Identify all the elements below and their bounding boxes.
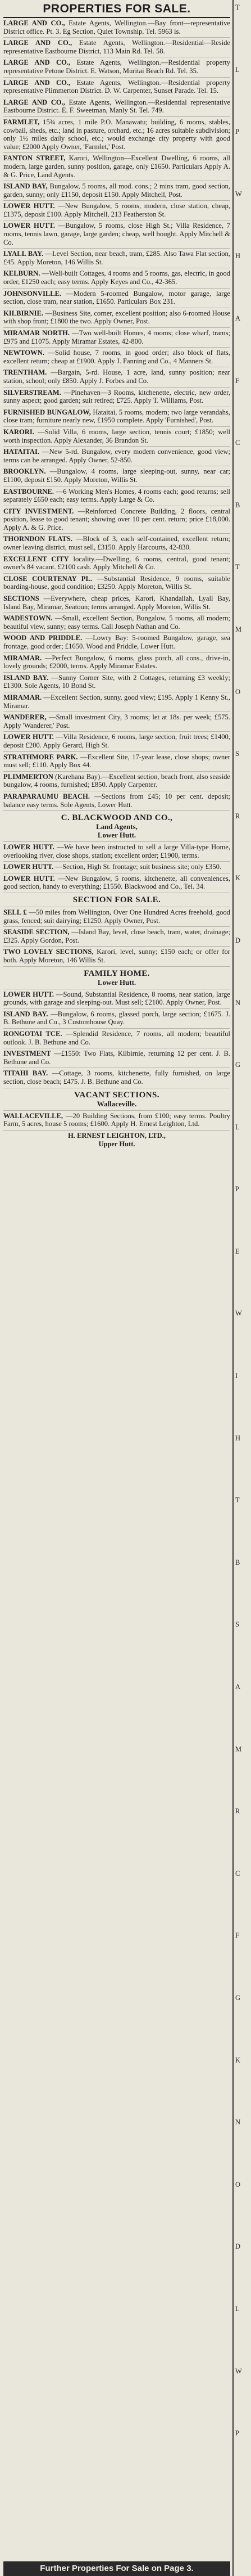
ad-lead: LARGE AND CO., (3, 19, 65, 27)
ad-lead: LARGE AND CO., (3, 98, 65, 106)
ad-lead: ISLAND BAY, (3, 182, 48, 191)
ad-lead: ISLAND BAY. (3, 1010, 48, 1018)
edge-fragment: M (235, 1745, 242, 1753)
ad-lead: MIRAMAR NORTH. (3, 329, 70, 337)
ad-lead: LOWER HUTT. (3, 874, 55, 882)
classified-ad (3, 534, 230, 553)
edge-fragment: E (235, 1247, 240, 1255)
ad-lead: CLOSE COURTENAY PL. (3, 574, 92, 583)
ad-body: —Excellent Section, sunny, good view; £195. Apply 1 Kenny St., Miramar. (3, 693, 230, 710)
ad-body: —We have been instructed to sell a large Villa-type Home, overlooking river, close shops, station; excellent order; £1900, terms. (3, 843, 230, 859)
classified-ad (3, 989, 230, 1009)
edge-fragment: N (235, 2118, 241, 2127)
classified-ad (3, 752, 230, 772)
ad-body: —Block of 3, each self-contained, excellent return; owner leaving district, must sell, £3150. Apply Harcourts, 42-830. (3, 535, 230, 552)
ad-lead: INVESTMENT (3, 1050, 51, 1058)
ad-body: —Bungalow, 4 rooms, large sleeping-out, sunny, near car; £1100, deposit £150. Apply Moreton, Willis St. (3, 467, 230, 484)
classified-ad (3, 772, 230, 791)
ad-lead: SECTIONS (3, 595, 39, 603)
edge-fragment: S (235, 750, 239, 758)
ad-body: —Business Site, corner, excellent position; also 6-roomed House with shop front; £1800 the two. Apply Owner, Post. (3, 309, 230, 326)
ad-body: —Solid Villa, 6 rooms, large section, tennis court; £1850; well worth inspection. Apply Alexander, 36 Brandon St. (3, 427, 230, 444)
classified-ad (3, 308, 230, 328)
classified-ad (3, 593, 230, 613)
section-heading: PROPERTIES FOR SALE. (3, 0, 230, 18)
agent-banner-blackwood (3, 811, 230, 842)
ad-body: —Sunny Corner Site, with 2 Cottages, returning £3 weekly; £1300. Sole Agents, 10 Bond St. (3, 673, 230, 690)
classified-ad (3, 1009, 230, 1029)
edge-fragment: T (235, 3, 240, 11)
edge-fragment: N (235, 998, 241, 1007)
edge-fragment: R (235, 1807, 240, 1816)
ad-lead: LYALL BAY. (3, 250, 44, 258)
ad-lead: BROOKLYN. (3, 467, 46, 476)
edge-fragment: M (235, 625, 242, 633)
classified-ad (3, 427, 230, 447)
ad-body: —50 miles from Wellington, Over One Hundred Acres freehold, good grass, fenced; suit dairying; £1250. Apply Owner, Post. (3, 908, 230, 925)
ad-lead: PLIMMERTON (3, 772, 53, 781)
ad-body: —Reinforced Concrete Building, 2 floors, central position, lease to good tenant; showing over 10 per cent. return; price £18,000. Apply A. & G. Price. (3, 507, 230, 532)
classified-ad (3, 653, 230, 673)
ad-lead: KARORI. (3, 427, 34, 436)
ad-body: —Perfect Bungalow, 6 rooms, glass porch, all cons., drive-in, lovely grounds; £2000, terms. Apply Miramar Estates. (3, 654, 230, 670)
ads-group-top (3, 18, 230, 348)
banner-title: FAMILY HOME. (84, 969, 150, 978)
classified-ad (3, 117, 230, 153)
ad-body: —Splendid Residence, 7 rooms, all modern; beautiful outlook. J. B. Bethune and Co. (3, 1030, 230, 1046)
ad-body: —New Bungalow, 5 rooms, modern, close station, cheap, £1375, deposit £100. Apply Mitchell, 213 Featherston St. (3, 202, 230, 218)
ad-body: Estate Agents, Wellington.—Residential—Reside representative Eastbourne District, 113 Main Rd. Tel. 58. (3, 39, 230, 55)
ad-body: —20 Building Sections, from £100; easy terms. Poultry Farm, 5 acres, house 5 rooms; £1600. Apply H. Ernest Leighton, Ltd. (3, 1111, 230, 1128)
ad-lead: LOWER HUTT. (3, 222, 55, 230)
ad-body: —Solid house, 7 rooms, in good order; also block of flats, excellent return; cheap at £1900. Apply J. Fanning and Co., 4 Manners St. (3, 349, 230, 365)
edge-fragment: K (235, 874, 241, 882)
ad-lead: SILVERSTREAM. (3, 388, 61, 397)
classified-ad (3, 97, 230, 117)
ad-body: —New 5-rd. Bungalow, every modern convenience, good view; terms can be arranged. Apply Owner, 52-850. (3, 448, 230, 464)
edge-fragment: L (235, 65, 240, 74)
edge-fragment: F (235, 376, 239, 385)
ads-group-sections (3, 907, 230, 967)
ad-lead: EXCELLENT CITY (3, 555, 69, 563)
ad-body: Estate Agents, Wellington.—Bay front—representative District office. Pt. 3. Eg Section, Quiet Township. Tel. 5963 is. (3, 19, 230, 35)
ad-body: —Bungalow, 5 rooms, close High St.; Villa Residence, 7 rooms, tennis lawn, garage, large garden; cheap, well bought. Apply Mitchell & Co. (3, 222, 230, 246)
classified-ad (3, 407, 230, 427)
edge-fragment: D (235, 2242, 241, 2251)
section-for-sale-banner (3, 893, 230, 907)
edge-fragment: O (235, 687, 241, 696)
ad-body: —New Bungalow, 5 rooms, kitchenette, all conveniences, good section, handy to everything; £1550. Blackwood and Co., Tel. 34. (3, 874, 230, 891)
ad-lead: LARGE AND CO., (3, 39, 72, 47)
ad-body: Karori, level, sunny; £150 each; or offer for both. Apply Moreton, 146 Willis St. (3, 948, 230, 965)
adjacent-column-edge (232, 0, 251, 2576)
edge-fragment: W (235, 190, 242, 198)
classified-ad (3, 1111, 230, 1131)
edge-fragment: C (235, 1869, 240, 1877)
edge-fragment: C (235, 439, 240, 447)
banner-title: C. BLACKWOOD AND CO., (61, 813, 173, 823)
ad-lead: SEASIDE SECTION, (3, 928, 70, 936)
ad-body: Karori, Wellington—Excellent Dwelling, 6 rooms, all modern, large garden, sunny position, garage, only £1650. Particulars Apply A. & G. Price, Land Agents. (3, 154, 230, 179)
ad-body: —Two well-built Homes, 4 rooms; close wharf, trams; £975 and £1075. Apply Miramar Estates, 42-800. (3, 329, 230, 345)
classified-column (3, 0, 230, 2576)
ad-body: —Well-built Cottages, 4 rooms and 5 rooms, gas, electric, in good order, £1250 each; easy terms. Apply Keyes and Co., 42-365. (3, 269, 230, 286)
signature-location: Upper Hutt. (98, 1140, 135, 1148)
classified-ad (3, 791, 230, 811)
ads-group-middle (3, 348, 230, 811)
ad-lead: WADESTOWN. (3, 614, 53, 623)
ad-lead: WALLACEVILLE, (3, 1111, 63, 1120)
ads-group-family (3, 989, 230, 1088)
ad-body: —Excellent Site, 17-year lease, close shops; owner must sell; £110. Apply Box 44. (3, 753, 230, 769)
ad-body: —Everywhere, cheap prices, Karori, Khandallah, Lyall Bay, Island Bay, Miramar, Seatoun; terms arranged. Apply Moreton, Willis St. (3, 595, 230, 611)
classified-ad (3, 842, 230, 862)
edge-fragment: B (235, 501, 240, 509)
ad-lead: TWO LOVELY SECTIONS, (3, 948, 94, 956)
banner-title: SECTION FOR SALE. (72, 895, 161, 905)
ad-lead: LOWER HUTT. (3, 990, 54, 998)
ad-lead: SELL £ (3, 908, 27, 917)
classified-ad (3, 153, 230, 181)
classified-ad (3, 712, 230, 732)
edge-fragment: D (235, 936, 241, 944)
ad-lead: WANDERER, (3, 713, 47, 722)
edge-fragment: T (235, 1496, 240, 1505)
classified-ad (3, 348, 230, 367)
ad-lead: KILBIRNIE. (3, 309, 44, 317)
classified-ad (3, 201, 230, 220)
ad-body: 15¾ acres, 1 mile P.O. Manawatu; building, 6 rooms, stables, cowbail, sheds, etc.; land in pasture, orchard, etc.; 16 acres suitable subdivision; only 1½ miles daily school, etc.; would exchange city property with good value; £2000 Apply Owner, 'Farmlet,' Post. (3, 118, 230, 151)
classified-ad (3, 18, 230, 38)
ad-body: —6 Working Men's Homes, 4 rooms each; good returns; sell separately £650 each; easy terms. Apply Large & Co. (3, 487, 230, 504)
ad-body: —£1550: Two Flats, Kilbirnie, returning 12 per cent. J. B. Bethune and Co. (3, 1050, 230, 1066)
ads-group-vacant (3, 1111, 230, 1131)
classified-ad (3, 220, 230, 249)
ad-lead: PARAPARAUMU BEACH. (3, 792, 90, 800)
ad-lead: EASTBOURNE. (3, 487, 54, 496)
ad-body: Hataitai, 5 rooms, modern; two large verandahs, close tram; furniture nearly new, £1950 complete. Apply 'Furnished', Post. (3, 408, 230, 425)
continued-footer: Further Properties For Sale on Page 3. (3, 2561, 230, 2576)
ad-lead: LARGE AND CO., (3, 58, 71, 67)
classified-ad (3, 57, 230, 77)
banner-title: VACANT SECTIONS. (74, 1090, 159, 1100)
edge-fragment: W (235, 1309, 242, 1318)
classified-ad (3, 1068, 230, 1088)
ad-lead: ISLAND BAY. (3, 673, 49, 682)
ad-lead: STRATHMORE PARK. (3, 753, 78, 761)
edge-fragment: T (235, 563, 240, 571)
classified-ad (3, 574, 230, 593)
classified-ad (3, 1048, 230, 1068)
ad-lead: LOWER HUTT. (3, 843, 54, 852)
edge-fragment: P (235, 2429, 239, 2438)
classified-ad (3, 249, 230, 268)
classified-ad (3, 633, 230, 652)
edge-fragment: B (235, 1558, 240, 1566)
classified-ad (3, 466, 230, 486)
classified-ad (3, 554, 230, 574)
edge-fragment: P (235, 128, 239, 136)
ad-lead: JOHNSONVILLE. (3, 289, 62, 298)
edge-fragment: O (235, 2180, 241, 2188)
banner-subtitle: Lower Hutt. (97, 978, 136, 987)
edge-fragment: H (235, 1434, 241, 1442)
signature-name: H. ERNEST LEIGHTON, LTD., (68, 1131, 166, 1140)
ad-lead: FURNISHED BUNGALOW, (3, 408, 91, 416)
classified-ad (3, 289, 230, 308)
ad-body: locality.—Dwelling, 6 rooms, central, good tenant; owner's 84 vacant. £2100 cash. Apply Mitchell & Co. (3, 555, 230, 571)
ad-body: —Bungalow, 6 rooms, glassed porch, large section; £1675. J. B. Bethune and Co., 3 Customhouse Quay. (3, 1010, 230, 1026)
edge-fragment: A (235, 1683, 241, 1691)
classified-ad (3, 673, 230, 692)
ad-body: —Section, High St. frontage; suit business site; only £350. (55, 863, 222, 871)
ad-lead: KELBURN. (3, 269, 40, 278)
classified-ad (3, 367, 230, 387)
edge-fragment: H (235, 252, 241, 260)
ad-lead: CITY INVESTMENT. (3, 507, 74, 515)
ad-lead: HATAITAI. (3, 448, 40, 456)
ad-lead: THORNDON FLATS. (3, 535, 72, 543)
ad-lead: LARGE AND CO., (3, 78, 71, 87)
edge-fragment: W (235, 2367, 242, 2375)
ad-lead: WOOD AND PRIDDLE. (3, 634, 83, 642)
ad-lead: MIRAMAR. (3, 654, 42, 662)
ad-lead: TRENTHAM. (3, 368, 47, 377)
ad-body: —Small investment City, 3 rooms; let at 18s. per week; £575. Apply 'Wanderer,' Post. (3, 713, 230, 729)
ad-body: Bungalow, 5 rooms, all mod. cons.; 2 mins tram, good section, garden, sunny; only £1150, deposit £150. Apply Mitchell, Post. (3, 182, 230, 199)
ad-body: —Small, excellent Section, Bungalow, 5 rooms, all modern; beautiful view, sunny; easy terms. Call Joseph Nathan and Co. (3, 614, 230, 631)
agent-signature (3, 1131, 230, 1150)
ad-body: —Villa Residence, 6 rooms, large section, fruit trees; £1400, deposit £200. Apply Gerard, High St. (3, 733, 230, 749)
ads-group-blackwood (3, 842, 230, 893)
classified-ad (3, 38, 230, 57)
classified-ad (3, 692, 230, 712)
ad-body: —Bargain, 5-rd. House, 1 acre, land, sunny position; near station, school; only £850. Apply J. Forbes and Co. (3, 368, 230, 385)
ad-body: —Pinehaven—3 Rooms, kitchenette, electric, new order, sunny aspect; good garden; suit retired; £725. Apply T. Williams, Post. (3, 388, 230, 405)
edge-fragment: G (235, 1061, 241, 1069)
edge-fragment: F (235, 1931, 239, 1940)
vacant-sections-banner (3, 1088, 230, 1111)
edge-fragment: G (235, 1994, 241, 2002)
ad-lead: FANTON STREET, (3, 154, 66, 163)
banner-location: Lower Hutt. (97, 831, 136, 840)
edge-fragment: R (235, 812, 240, 820)
classified-ad (3, 732, 230, 751)
ad-body: —Sections from £45; 10 per cent. deposit; balance easy terms. Sole Agents, Lower Hutt. (3, 792, 230, 809)
ad-lead: LOWER HUTT. (3, 863, 54, 871)
ad-lead: FARMLET, (3, 118, 40, 126)
classified-ad (3, 862, 230, 873)
ad-body: Estate Agents, Wellington.—Residential property representative Plimmerton District. D. W. Carpenter, Sunset Parade. Tel. 15. (3, 78, 230, 95)
classified-ad (3, 181, 230, 201)
edge-fragment: P (235, 1185, 239, 1194)
ad-body: —Modern 5-roomed Bungalow, motor garage, large section, close tram, near station, £1650. Particulars Box 231. (3, 289, 230, 306)
ad-lead: NEWTOWN. (3, 349, 44, 357)
ad-body: —Sound, Substantial Residence, 8 rooms, near station, large grounds, with garage and sleeping-out. Must sell; £2100. Apply Owner, Post. (3, 990, 230, 1007)
classified-ad (3, 947, 230, 966)
ad-body: —Level Section, near beach, tram, £285. Also Tawa Flat section, £45. Apply Moreton, 146 Willis St. (3, 250, 230, 266)
banner-subtitle: Land Agents, (96, 822, 138, 831)
ad-lead: LOWER HUTT. (3, 733, 54, 741)
edge-fragment: S (235, 1620, 239, 1629)
ad-lead: LOWER HUTT. (3, 202, 55, 210)
classified-ad (3, 927, 230, 947)
classified-ad (3, 447, 230, 466)
ad-lead: RONGOTAI TCE. (3, 1030, 62, 1038)
ad-body: —Substantial Residence, 9 rooms, suitable boarding-house, good condition; £3250. Apply Moreton, Willis St. (3, 574, 230, 591)
ad-body: —Island Bay, level, close beach, tram, water, drainage; £325. Apply Gordon, Post. (3, 928, 230, 944)
classified-ad (3, 328, 230, 348)
classified-ad (3, 613, 230, 633)
ad-body: —Cottage, 3 rooms, kitchenette, fully furnished, on large section, close beach; £475. J. B. Bethune and Co. (3, 1069, 230, 1086)
edge-fragment: A (235, 314, 241, 322)
ad-lead: MIRAMAR. (3, 693, 42, 701)
ad-body: —Lowry Bay: 5-roomed Bungalow, garage, sea frontage, good order; £1650. Wood and Priddle, Lower Hutt. (3, 634, 230, 650)
edge-fragment: L (235, 2304, 240, 2313)
edge-fragment: K (235, 2056, 241, 2064)
banner-subtitle: Wallaceville. (97, 1099, 137, 1108)
classified-ad (3, 268, 230, 288)
ad-body: Estate Agents, Wellington.—Residential representative Eastbourne District. E. F. Sweetman, Manly St. Tel. 749. (3, 98, 230, 115)
ad-body: (Karehana Bay).—Excellent section, beach front, also seaside bungalow, 4 rooms, furnished; £850. Apply Carpenter. (3, 772, 230, 789)
family-home-banner (3, 967, 230, 989)
classified-ad (3, 873, 230, 893)
edge-fragment: I (235, 1372, 238, 1380)
classified-ad (3, 388, 230, 407)
classified-ad (3, 78, 230, 97)
ad-body: Estate Agents, Wellington.—Residential property representative Petone District. E. Watson, Muritai Beach Rd. Tel. 35. (3, 58, 230, 75)
classified-ad (3, 506, 230, 534)
ad-lead: TITAHI BAY. (3, 1069, 48, 1078)
edge-fragment: L (235, 1123, 240, 1131)
classified-ad (3, 1029, 230, 1048)
classified-ad (3, 907, 230, 927)
classified-ad (3, 487, 230, 506)
